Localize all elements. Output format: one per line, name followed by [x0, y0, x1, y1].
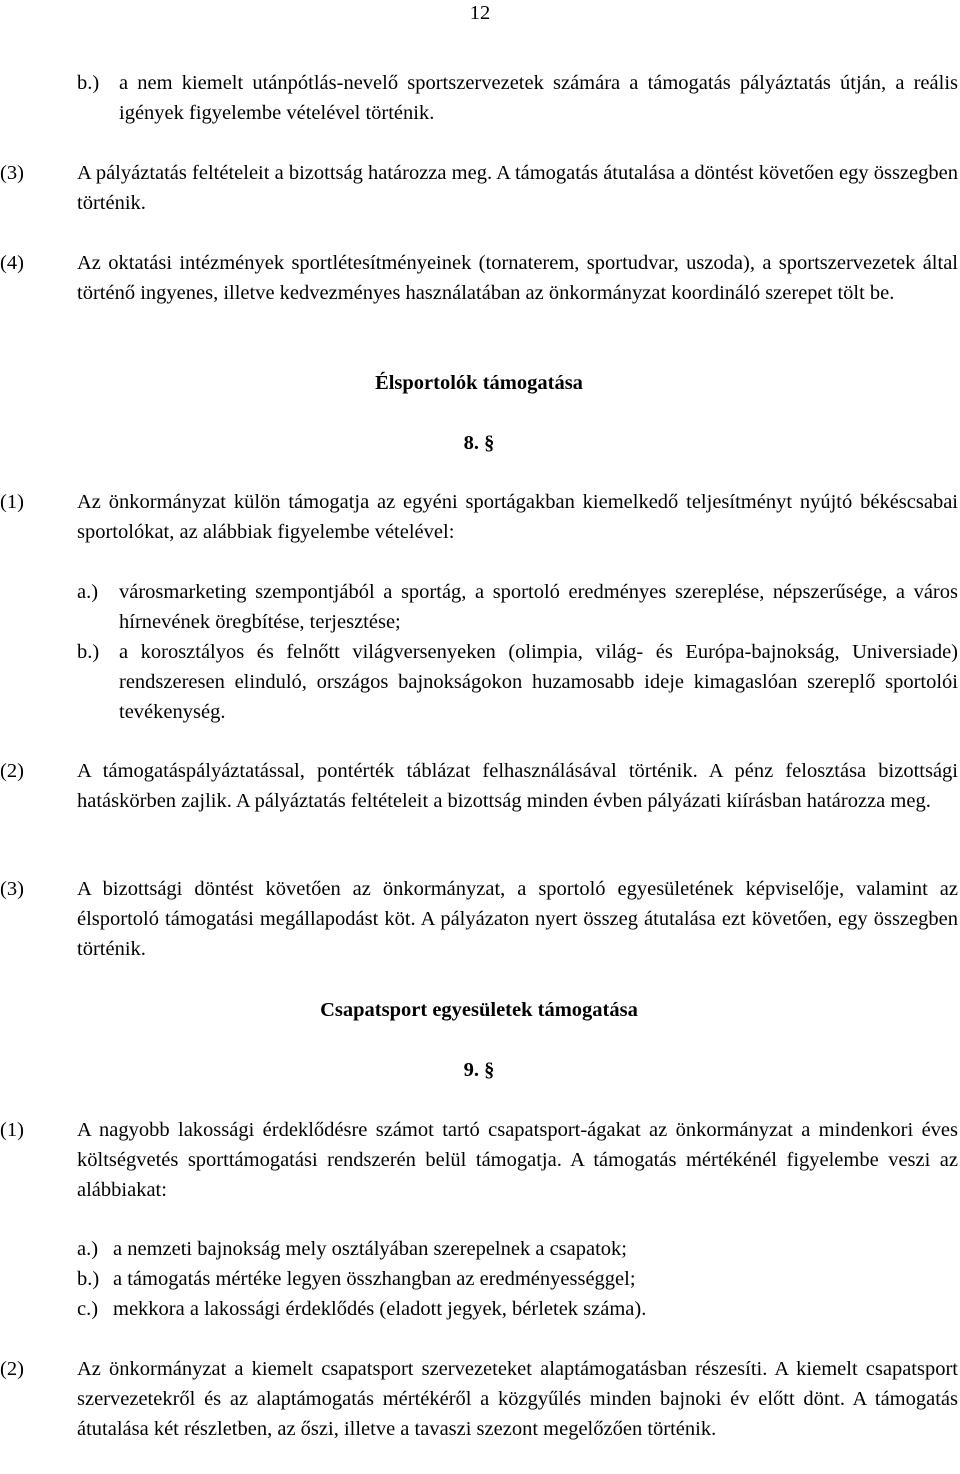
- paragraph: [0, 1115, 958, 1205]
- section-number: 8. §: [463, 432, 495, 454]
- paragraph: [0, 158, 958, 218]
- paragraph-text: A pályáztatás feltételeit a bizottság határozza meg. A támogatás átutalása a döntést követően egy összegben történik.: [77, 162, 958, 214]
- list-item-label: a.): [77, 581, 99, 603]
- paragraph-text: Az oktatási intézmények sportlétesítményeinek (tornaterem, sportudvar, uszoda), a sportszervezetek által történő ingyenes, illetve kedvezményes használatában az önkormányzat koordináló szerepet tölt be.: [77, 252, 958, 304]
- paragraph: [0, 756, 958, 816]
- list-item-text: a támogatás mértéke legyen összhangban az eredményességgel;: [113, 1268, 636, 1290]
- list-item-text: a nemzeti bajnokság mely osztályában szerepelnek a csapatok;: [113, 1238, 627, 1260]
- paragraph-number: (1): [0, 1119, 24, 1141]
- list-item-label: b.): [77, 72, 100, 94]
- page-number: 12: [469, 2, 491, 24]
- list-item: [77, 68, 958, 128]
- list-item: [77, 577, 958, 637]
- paragraph-text: Az önkormányzat a kiemelt csapatsport szervezeteket alaptámogatásban részesíti. A kiemelt csapatsport szervezetekről és az alaptámogatás mértékéről a közgyűlés minden bajnoki év előtt dönt. A támogatás átutalása két részletben, az őszi, illetve a tavaszi szezont megelőzően történik.: [77, 1358, 958, 1440]
- list-item-text: a korosztályos és felnőtt világversenyeken (olimpia, világ- és Európa-bajnokság, Universiade) rendszeresen elinduló, országos bajnokságokon huzamosabb ideje kimagaslóan szereplő sportolói tevékenység.: [119, 641, 958, 723]
- paragraph-number: (4): [0, 252, 24, 274]
- paragraph-number: (2): [0, 760, 24, 782]
- paragraph-text: A nagyobb lakossági érdeklődésre számot tartó csapatsport-ágakat az önkormányzat a mindenkori éves költségvetés sporttámogatási rendszerén belül támogatja. A támogatás mértékénél figyelembe veszi az alábbiakat:: [77, 1119, 958, 1201]
- paragraph-number: (3): [0, 878, 24, 900]
- list-item: [77, 1264, 958, 1294]
- list-item-label: b.): [77, 641, 100, 663]
- paragraph: [0, 874, 958, 964]
- paragraph-number: (2): [0, 1358, 24, 1380]
- list-item: [77, 1294, 958, 1324]
- paragraph-number: (1): [0, 491, 24, 513]
- paragraph: [0, 1354, 958, 1444]
- list-item-text: városmarketing szempontjából a sportág, a sportoló eredményes szereplése, népszerűsége, a város hírnevének öregbítése, terjesztése;: [119, 581, 958, 633]
- paragraph: [0, 248, 958, 308]
- paragraph-text: A támogatáspályáztatással, pontérték táblázat felhasználásával történik. A pénz felosztása bizottsági hatáskörben zajlik. A pályáztatás feltételeit a bizottság minden évben pályázati kiírásban határozza meg.: [77, 760, 958, 812]
- list-item-text: mekkora a lakossági érdeklődés (eladott jegyek, bérletek száma).: [113, 1298, 647, 1320]
- paragraph-text: Az önkormányzat külön támogatja az egyéni sportágakban kiemelkedő teljesítményt nyújtó békéscsabai sportolókat, az alábbiak figyelembe vételével:: [77, 491, 958, 543]
- list-item-label: a.): [77, 1238, 99, 1260]
- section-heading: Csapatsport egyesületek támogatása: [320, 999, 638, 1021]
- list-item-label: b.): [77, 1268, 100, 1290]
- list-item: [77, 1234, 958, 1264]
- list-item-text: a nem kiemelt utánpótlás-nevelő sportszervezetek számára a támogatás pályáztatás útján, a reális igények figyelembe vételével történik.: [119, 72, 958, 124]
- list-item: [77, 637, 958, 727]
- section-number: 9. §: [463, 1059, 495, 1081]
- section-heading: Élsportolók támogatása: [375, 372, 583, 394]
- paragraph-number: (3): [0, 162, 24, 184]
- paragraph: [0, 487, 958, 547]
- paragraph-text: A bizottsági döntést követően az önkormányzat, a sportoló egyesületének képviselője, valamint az élsportoló támogatási megállapodást köt. A pályázaton nyert összeg átutalása ezt követően, egy összegben történik.: [77, 878, 958, 960]
- list-item-label: c.): [77, 1298, 99, 1320]
